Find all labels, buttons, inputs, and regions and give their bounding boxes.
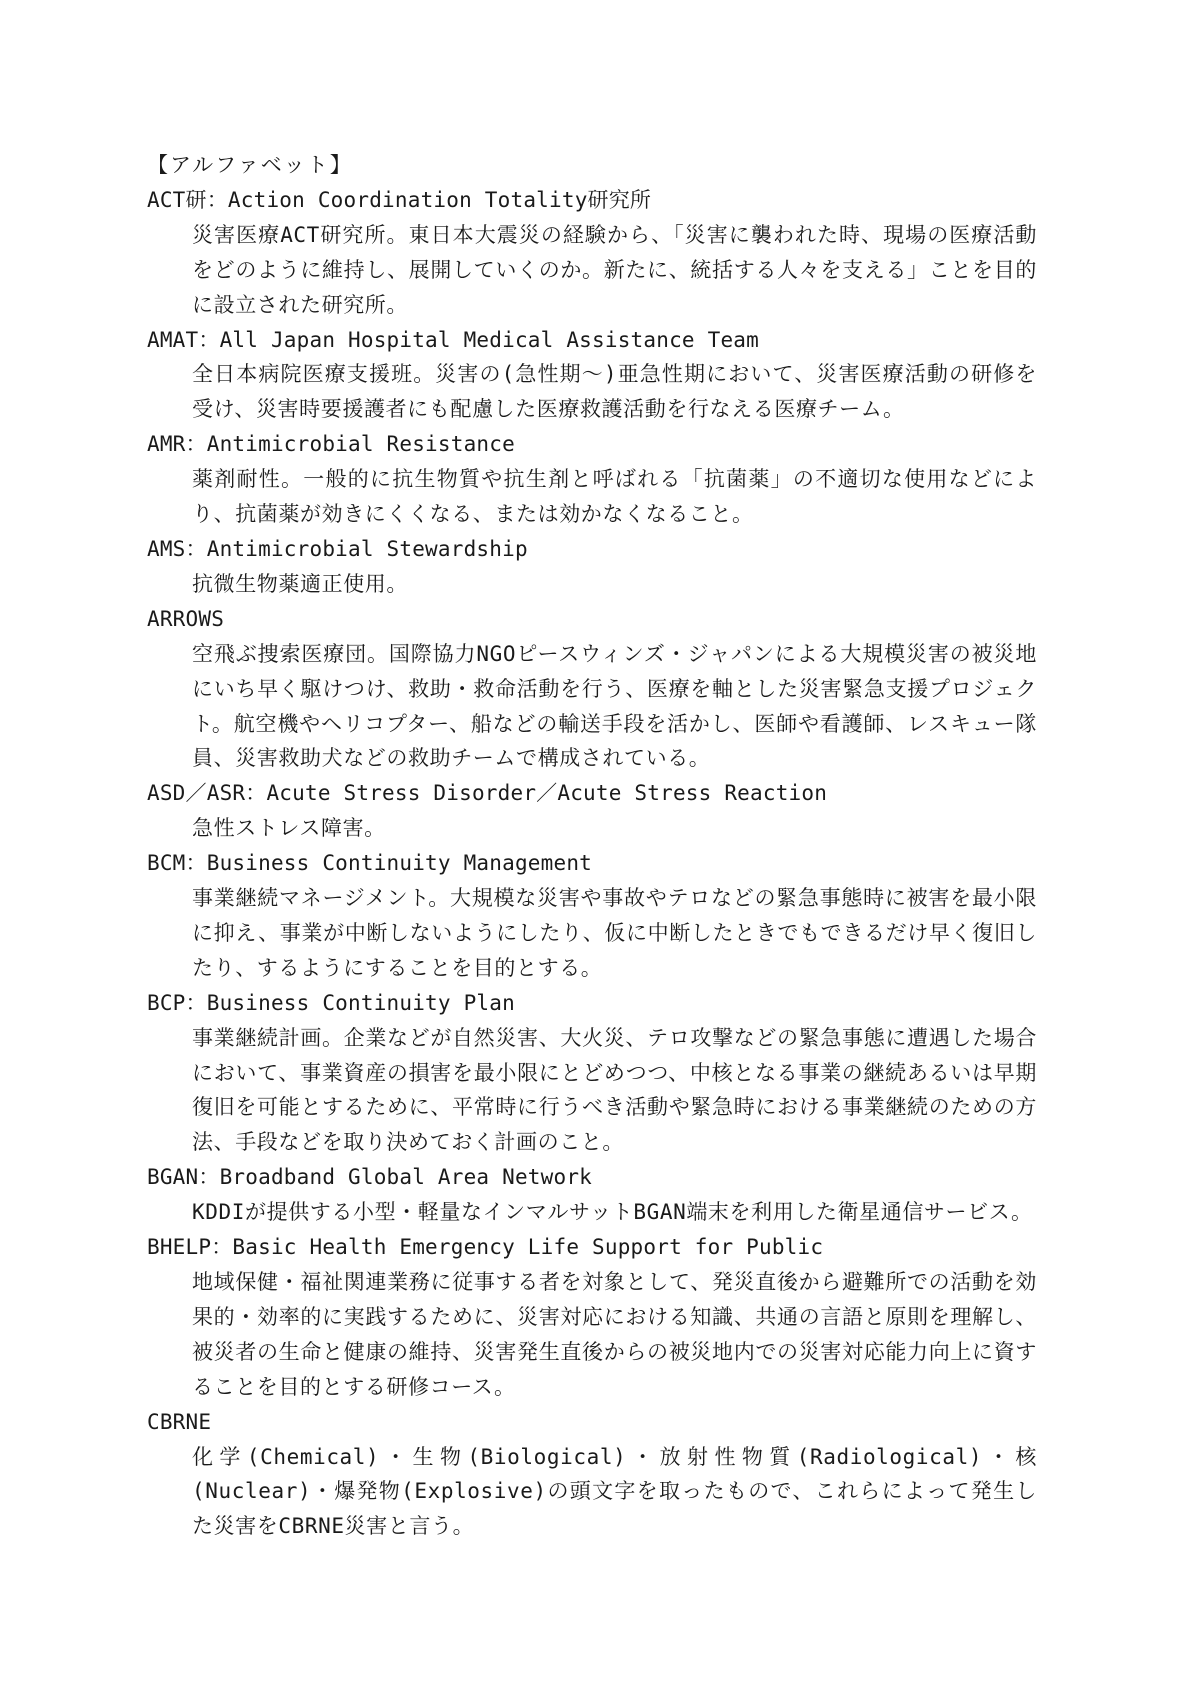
glossary-entry	[147, 1230, 1037, 1405]
glossary-definition: 事業継続マネージメント。大規模な災害や事故やテロなどの緊急事態時に被害を最小限に抑え、事業が中断しないようにしたり、仮に中断したときでもできるだけ早く復旧したり、するようにすることを目的とする。	[192, 886, 1037, 980]
glossary-definition: 事業継続計画。企業などが自然災害、大火災、テロ攻撃などの緊急事態に遭遇した場合において、事業資産の損害を最小限にとどめつつ、中核となる事業の継続あるいは早期復旧を可能とするために、平常時に行うべき活動や緊急時における事業継続のための方法、手段などを取り決めておく計画のこと。	[192, 1025, 1037, 1155]
glossary-term: AMAT：All Japan Hospital Medical Assistance Team	[147, 327, 759, 352]
glossary-definition: KDDIが提供する小型・軽量なインマルサットBGAN端末を利用した衛星通信サービス。	[192, 1200, 1033, 1225]
glossary-definition: 全日本病院医療支援班。災害の(急性期～)亜急性期において、災害医療活動の研修を受け、災害時要援護者にも配慮した医療救護活動を行なえる医療チーム。	[192, 362, 1037, 422]
glossary-definition: 地域保健・福祉関連業務に従事する者を対象として、発災直後から避難所での活動を効果的・効率的に実践するために、災害対応における知識、共通の言語と原則を理解し、被災者の生命と健康の維持、災害発生直後からの被災地内での災害対応能力向上に資することを目的とする研修コース。	[192, 1270, 1037, 1399]
glossary-term: BCP：Business Continuity Plan	[147, 990, 515, 1015]
glossary-definition: 空飛ぶ捜索医療団。国際協力NGOピースウィンズ・ジャパンによる大規模災害の被災地にいち早く駆けつけ、救助・救命活動を行う、医療を軸とした災害緊急支援プロジェクト。航空機やヘリコプター、船などの輸送手段を活かし、医師や看護師、レスキュー隊員、災害救助犬などの救助チームで構成されている。	[192, 641, 1037, 771]
glossary-term: AMR：Antimicrobial Resistance	[147, 432, 515, 457]
glossary-entry	[147, 986, 1037, 1161]
glossary-entry	[147, 602, 1037, 777]
glossary-entry	[147, 532, 1037, 602]
glossary-entry	[147, 183, 1037, 323]
glossary-definition: 化学(Chemical)・生物(Biological)・放射性物質(Radiological)・核(Nuclear)・爆発物(Explosive)の頭文字を取ったもので、これらによって発生した災害をCBRNE災害と言う。	[192, 1444, 1037, 1539]
glossary-entry	[147, 846, 1037, 986]
glossary-entry	[147, 323, 1037, 428]
glossary-entry	[147, 427, 1037, 532]
glossary-term: BCM：Business Continuity Management	[147, 851, 593, 876]
section-heading: 【アルファベット】	[147, 153, 353, 177]
glossary-term: BHELP：Basic Health Emergency Life Support for Public	[147, 1235, 824, 1260]
glossary-definition: 急性ストレス障害。	[192, 816, 386, 841]
glossary	[147, 148, 1037, 1544]
glossary-definition: 災害医療ACT研究所。東日本大震災の経験から、「災害に襲われた時、現場の医療活動をどのように維持し、展開していくのか。新たに、統括する人々を支える」ことを目的に設立された研究所。	[192, 222, 1037, 317]
glossary-term: BGAN：Broadband Global Area Network	[147, 1165, 593, 1190]
glossary-term: ASD／ASR：Acute Stress Disorder／Acute Stress Reaction	[147, 781, 828, 806]
glossary-term: ARROWS	[147, 606, 225, 631]
glossary-definition: 薬剤耐性。一般的に抗生物質や抗生剤と呼ばれる「抗菌薬」の不適切な使用などにより、抗菌薬が効きにくくなる、または効かなくなること。	[192, 467, 1037, 527]
glossary-entry	[147, 776, 1037, 846]
glossary-term: ACT研：Action Coordination Totality研究所	[147, 187, 652, 212]
glossary-term: CBRNE	[147, 1409, 212, 1434]
glossary-entry	[147, 1160, 1037, 1230]
glossary-entry	[147, 1405, 1037, 1545]
glossary-term: AMS：Antimicrobial Stewardship	[147, 536, 528, 561]
glossary-definition: 抗微生物薬適正使用。	[192, 571, 408, 596]
